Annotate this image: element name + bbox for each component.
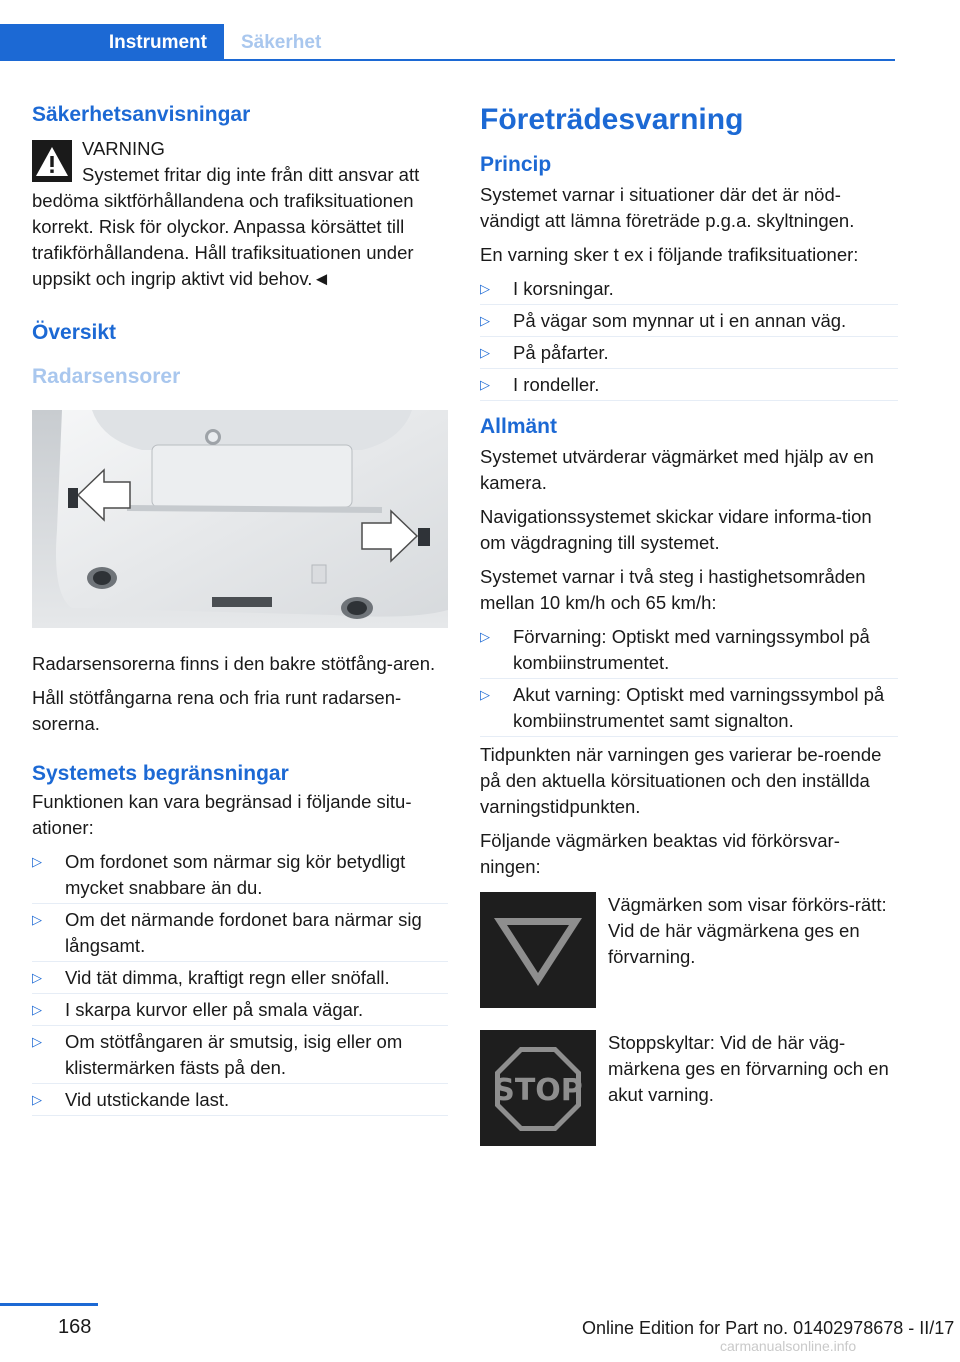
principle-list	[480, 276, 898, 398]
triangle-bullet-icon: ▷	[480, 629, 490, 644]
general-paragraph-1: Systemet utvärderar vägmärket med hjälp av en kamera.	[480, 446, 874, 493]
principle-heading: Princip	[480, 153, 552, 176]
footer-rule	[0, 1303, 98, 1306]
safety-heading: Säkerhetsanvisningar	[32, 103, 251, 126]
yield-sign-row	[480, 892, 898, 1008]
edition-note: Online Edition for Part no. 01402978678 - II/17	[582, 1318, 955, 1338]
general-heading: Allmänt	[480, 415, 558, 438]
list-item: ▷ I rondeller.	[480, 372, 898, 398]
list-item: ▷ Akut varning: Optiskt med varningssymbol på kombiinstrumentet samt signalton.	[480, 682, 898, 734]
list-item: ▷ Vid tät dimma, kraftigt regn eller snöfall.	[32, 965, 448, 991]
general-paragraph-3: Systemet varnar i två steg i hastighetsområden mellan 10 km/h och 65 km/h:	[480, 566, 866, 613]
stop-sign-row	[480, 1030, 898, 1146]
triangle-bullet-icon: ▷	[480, 345, 490, 360]
triangle-bullet-icon: ▷	[32, 970, 42, 985]
rear-bumper-radar-illustration	[32, 410, 448, 628]
overview-heading: Översikt	[32, 321, 117, 344]
triangle-bullet-icon: ▷	[480, 687, 490, 702]
triangle-bullet-icon: ▷	[480, 377, 490, 392]
list-item: ▷ Förvarning: Optiskt med varningssymbol på kombiinstrumentet.	[480, 624, 898, 676]
radar-paragraph-2: Håll stötfångarna rena och fria runt radarsen-sorerna.	[32, 687, 402, 734]
header-rule	[224, 59, 895, 61]
yield-sign-icon	[480, 892, 596, 1008]
general-list	[480, 624, 898, 734]
list-item: ▷ Vid utstickande last.	[32, 1087, 448, 1113]
tab-sakerhet[interactable]: Säkerhet	[241, 31, 322, 53]
general-paragraph-2: Navigationssystemet skickar vidare informa-tion om vägdragning till systemet.	[480, 506, 872, 553]
general-paragraph-4: Tidpunkten när varningen ges varierar be-roende på den aktuella körsituationen och den inställda varningstidpunkten.	[480, 744, 882, 817]
list-item: ▷ På påfarter.	[480, 340, 898, 366]
warning-text: Systemet fritar dig inte från ditt ansvar att bedöma siktförhållandena och trafiksituationen korrekt. Risk för olyckor. Anpassa körsättet till trafikförhållandena. Håll trafiksituationen under uppsikt och ingrip aktivt vid behov.◄	[32, 164, 420, 289]
stop-sign-icon	[480, 1030, 596, 1146]
stop-sign-label: STOP	[493, 1073, 583, 1108]
list-item: ▷ På vägar som mynnar ut i en annan väg.	[480, 308, 898, 334]
radar-paragraph-1: Radarsensorerna finns i den bakre stötfång-aren.	[32, 653, 436, 674]
page-number: 168	[58, 1316, 92, 1338]
radar-heading: Radarsensorer	[32, 365, 181, 388]
general-paragraph-5: Följande vägmärken beaktas vid förkörsvar-ningen:	[480, 830, 840, 877]
triangle-bullet-icon: ▷	[32, 1034, 42, 1049]
triangle-bullet-icon: ▷	[480, 281, 490, 296]
left-column	[32, 100, 448, 1121]
list-item: ▷ Om fordonet som närmar sig kör betydligt mycket snabbare än du.	[32, 849, 448, 901]
limits-heading: Systemets begränsningar	[32, 762, 289, 785]
stop-sign-text: Stoppskyltar: Vid de här väg-märkena ges en förvarning och en akut varning.	[608, 1032, 889, 1105]
principle-paragraph-1: Systemet varnar i situationer där det är nöd-vändigt att lämna företräde p.g.a. skyltningen.	[480, 184, 855, 231]
triangle-bullet-icon: ▷	[32, 854, 42, 869]
list-item: ▷ Om stötfångaren är smutsig, isig eller om klistermärken fästs på den.	[32, 1029, 448, 1081]
triangle-bullet-icon: ▷	[32, 1002, 42, 1017]
warning-block	[32, 136, 448, 292]
page-title: Företrädesvarning	[480, 103, 744, 136]
principle-paragraph-2: En varning sker t ex i följande trafiksituationer:	[480, 244, 859, 265]
watermark: carmanualsonline.info	[720, 1338, 857, 1354]
tab-instrument[interactable]: Instrument	[0, 24, 224, 61]
warning-label: VARNING	[82, 138, 165, 159]
limits-list	[32, 849, 448, 1113]
triangle-bullet-icon: ▷	[32, 1092, 42, 1107]
yield-sign-text: Vägmärken som visar förkörs-rätt: Vid de här vägmärkena ges en förvarning.	[608, 894, 887, 967]
list-item: ▷ Om det närmande fordonet bara närmar sig långsamt.	[32, 907, 448, 959]
triangle-bullet-icon: ▷	[480, 313, 490, 328]
header-bar	[0, 24, 895, 61]
list-item: ▷ I korsningar.	[480, 276, 898, 302]
list-item: ▷ I skarpa kurvor eller på smala vägar.	[32, 997, 448, 1023]
limits-intro: Funktionen kan vara begränsad i följande situ-ationer:	[32, 791, 412, 838]
triangle-bullet-icon: ▷	[32, 912, 42, 927]
right-column	[480, 100, 898, 1168]
warning-triangle-icon	[32, 140, 72, 182]
